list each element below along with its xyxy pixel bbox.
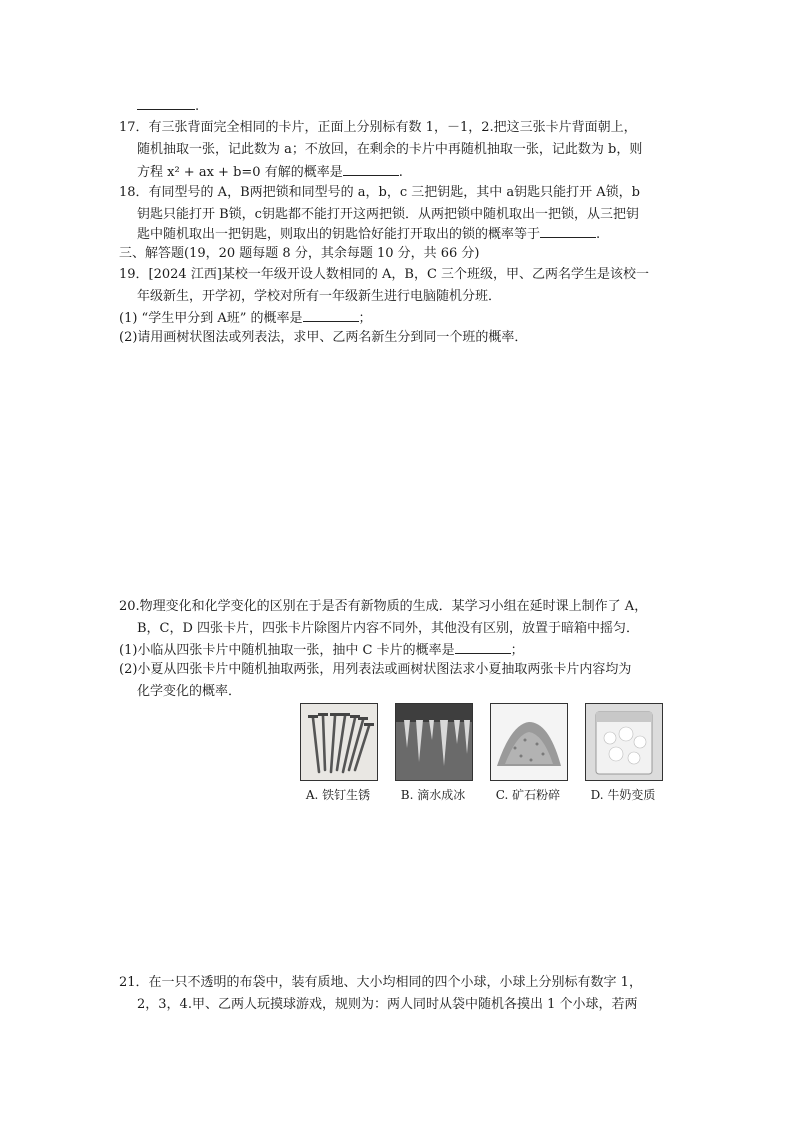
crushed-ore-icon: [491, 704, 567, 780]
question-19-line-1: 19．[2024 江西]某校一年级开设人数相同的 A，B，C 三个班级，甲、乙两名学生是该校一: [119, 267, 650, 282]
question-20-part-2-cont: 化学变化的概率．: [137, 684, 242, 699]
icicles-icon: [396, 704, 472, 780]
question-20-line-1: 20.物理变化和化学变化的区别在于是否有新物质的生成．某学习小组在延时课上制作了 A，: [119, 599, 648, 614]
card-d-image: [585, 703, 663, 781]
question-17-line-3: [137, 163, 403, 182]
card-a-image: [300, 703, 378, 781]
question-17-line-1: 17．有三张背面完全相同的卡片，正面上分别标有数 1，－1，2.把这三张卡片背面朝上，: [119, 120, 637, 135]
card-b-caption: B. 滴水成冰: [400, 788, 466, 802]
question-18-line-2: 钥匙只能打开 B锁，c钥匙都不能打开这两把锁．从两把锁中随机取出一把锁，从三把钥: [137, 207, 639, 222]
answer-blank[interactable]: [303, 309, 359, 322]
question-20-part-2: (2)小夏从四张卡片中随机抽取两张，用列表法或画树状图法求小夏抽取两张卡片内容均为: [119, 662, 632, 677]
answer-blank[interactable]: [343, 163, 399, 176]
card-c-caption: C. 矿石粉碎: [495, 788, 561, 802]
question-21-line-2: 2，3，4.甲、乙两人玩摸球游戏，规则为：两人同时从袋中随机各摸出 1 个小球，若两: [137, 997, 638, 1012]
card-a-caption: A. 铁钉生锈: [305, 788, 371, 802]
question-19-line-2: 年级新生，开学初，学校对所有一年级新生进行电脑随机分班．: [137, 289, 502, 304]
line-text: .: [596, 227, 601, 242]
question-17-line-2: 随机抽取一张，记此数为 a；不放回，在剩余的卡片中再随机抽取一张，记此数为 b，则: [137, 142, 643, 157]
answer-line-prev: [137, 97, 199, 116]
question-21-line-1: 21．在一只不透明的布袋中，装有质地、大小均相同的四个小球，小球上分别标有数字 1，: [119, 975, 642, 990]
answer-blank[interactable]: [137, 97, 195, 110]
line-text: (1)小临从四张卡片中随机抽取一张，抽中 C 卡片的概率是: [119, 643, 455, 658]
line-text: .: [195, 99, 200, 114]
line-text: ；: [358, 311, 372, 326]
question-19-part-2: (2)请用画树状图法或列表法，求甲、乙两名新生分到同一个班的概率．: [119, 330, 528, 345]
section-heading: 三、解答题(19，20 题每题 8 分，其余每题 10 分，共 66 分): [119, 246, 480, 261]
line-text: .: [398, 165, 403, 180]
spoiled-milk-icon: [586, 704, 662, 780]
question-20-part-1: [119, 641, 524, 660]
line-text: 方程 x² + ax + b=0 有解的概率是: [137, 165, 343, 180]
card-b-image: [395, 703, 473, 781]
line-text: ；: [510, 643, 524, 658]
line-text: (1) “学生甲分到 A班” 的概率是: [119, 311, 303, 326]
question-19-part-1: [119, 309, 372, 328]
answer-blank[interactable]: [540, 225, 596, 238]
answer-blank[interactable]: [455, 641, 511, 654]
rusty-nails-icon: [301, 704, 377, 780]
card-pictures: [300, 703, 680, 807]
question-18-line-3: [137, 225, 600, 244]
line-text: 匙中随机取出一把钥匙，则取出的钥匙恰好能打开取出的锁的概率等于: [137, 227, 541, 242]
card-d-caption: D. 牛奶变质: [590, 788, 656, 802]
question-20-line-2: B，C，D 四张卡片，四张卡片除图片内容不同外，其他没有区别，放置于暗箱中摇匀．: [137, 621, 640, 636]
card-c-image: [490, 703, 568, 781]
question-18-line-1: 18．有同型号的 A，B两把锁和同型号的 a，b，c 三把钥匙，其中 a钥匙只能打开 A锁，b: [119, 185, 640, 200]
